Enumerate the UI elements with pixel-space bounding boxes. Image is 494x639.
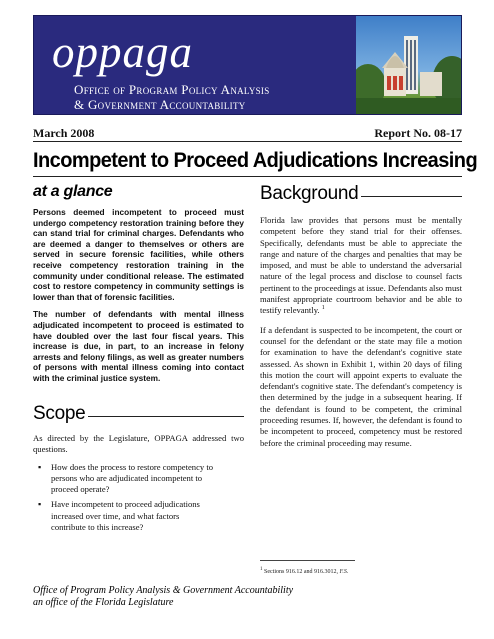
report-title: Incompetent to Proceed Adjudications Increasing [33, 148, 478, 172]
scope-heading-row [33, 403, 244, 425]
background-paragraph-1-text: Florida law provides that persons must be mentally competent before they stand trial for their offenses. Specifically, defendants must be able to appreciate the range and nature of the charges and penalties that may be imposed, and must be able to understand the adversarial nature of the legal process and disclose to counsel facts pertinent to the proceedings at issue. Defendants also must manifest appropriate courtroom behavior and be able to testify relevantly. [260, 215, 462, 316]
footnote-number: 1 [260, 567, 263, 572]
footnote-rule [260, 560, 355, 561]
footnote-reference: 1 [321, 305, 325, 312]
glance-paragraph-1: Persons deemed incompetent to proceed must undergo competency restoration training before they can stand trial for criminal charges. Defendants who are deemed a danger to themselves or others are served in secure forensic facilities, while others receive competency restoration training in the community under conditional release. The estimated cost to restore competency in community settings is lower than that of forensic facilities. [33, 207, 244, 302]
title-rule [33, 176, 462, 177]
page-footer [33, 585, 293, 608]
report-meta-row [33, 126, 462, 141]
scope-bullet-list [33, 462, 244, 534]
scope-intro: As directed by the Legislature, OPPAGA addressed two questions. [33, 433, 244, 455]
footer-line-2: an office of the Florida Legislature [33, 596, 174, 608]
scope-heading: Scope [33, 403, 86, 424]
capitol-photo-graphic [356, 16, 462, 115]
office-name-line-2: & Government Accountability [74, 97, 246, 112]
footer-line-1: Office of Program Policy Analysis & Government Accountability [33, 585, 294, 596]
report-date: March 2008 [33, 126, 95, 140]
footnote-text: Sections 916.12 and 916.3012, [262, 569, 340, 575]
footnote-source: F.S. [339, 569, 349, 575]
header-banner [33, 15, 462, 115]
background-heading-rule [361, 196, 462, 197]
footnote [260, 567, 348, 575]
background-heading-row [260, 183, 462, 205]
scope-section [33, 403, 244, 537]
capitol-building-photo-icon [356, 16, 462, 115]
right-column [260, 183, 462, 457]
scope-heading-rule [88, 416, 244, 417]
glance-paragraph-2: The number of defendants with mental illness adjudicated incompetent to proceed is estimated to have doubled over the last four fiscal years. This increase is due, in part, to an increase in felony arrests and felony filings, as well as greater numbers of persons with mental illness coming into contact with the criminal justice system. [33, 309, 244, 383]
scope-bullet-2: ▪ Have incompetent to proceed adjudications increased over time, and what factors contribute to this increase? [51, 499, 216, 533]
header-rule [33, 141, 462, 142]
background-heading: Background [260, 183, 359, 204]
left-column [33, 183, 244, 391]
office-name-line-1: Office of Program Policy Analysis [74, 82, 270, 97]
background-paragraph-2: If a defendant is suspected to be incompetent, the court or counsel for the defendant or the state may file a motion for examination to have the defendant's cognitive state assessed. As shown in Exhibit 1, within 20 days of filing this motion the court will appoint experts to evaluate the defendant's cognitive state. The defendant's competency is then determined by the judge in a subsequent hearing. If the defendant is found to be competent, the criminal proceeding resumes. If, however, the defendant is found to be incompetent to proceed, competency must be restored before the criminal proceeding may resume. [260, 324, 462, 448]
report-number: Report No. 08-17 [374, 126, 462, 140]
scope-bullet-1: ▪ How does the process to restore competency to persons who are adjudicated incompetent to proceed operate? [51, 462, 216, 496]
background-paragraph-1 [260, 215, 462, 317]
at-a-glance-heading: at a glance [33, 183, 113, 200]
oppaga-logo: oppaga [52, 27, 193, 77]
